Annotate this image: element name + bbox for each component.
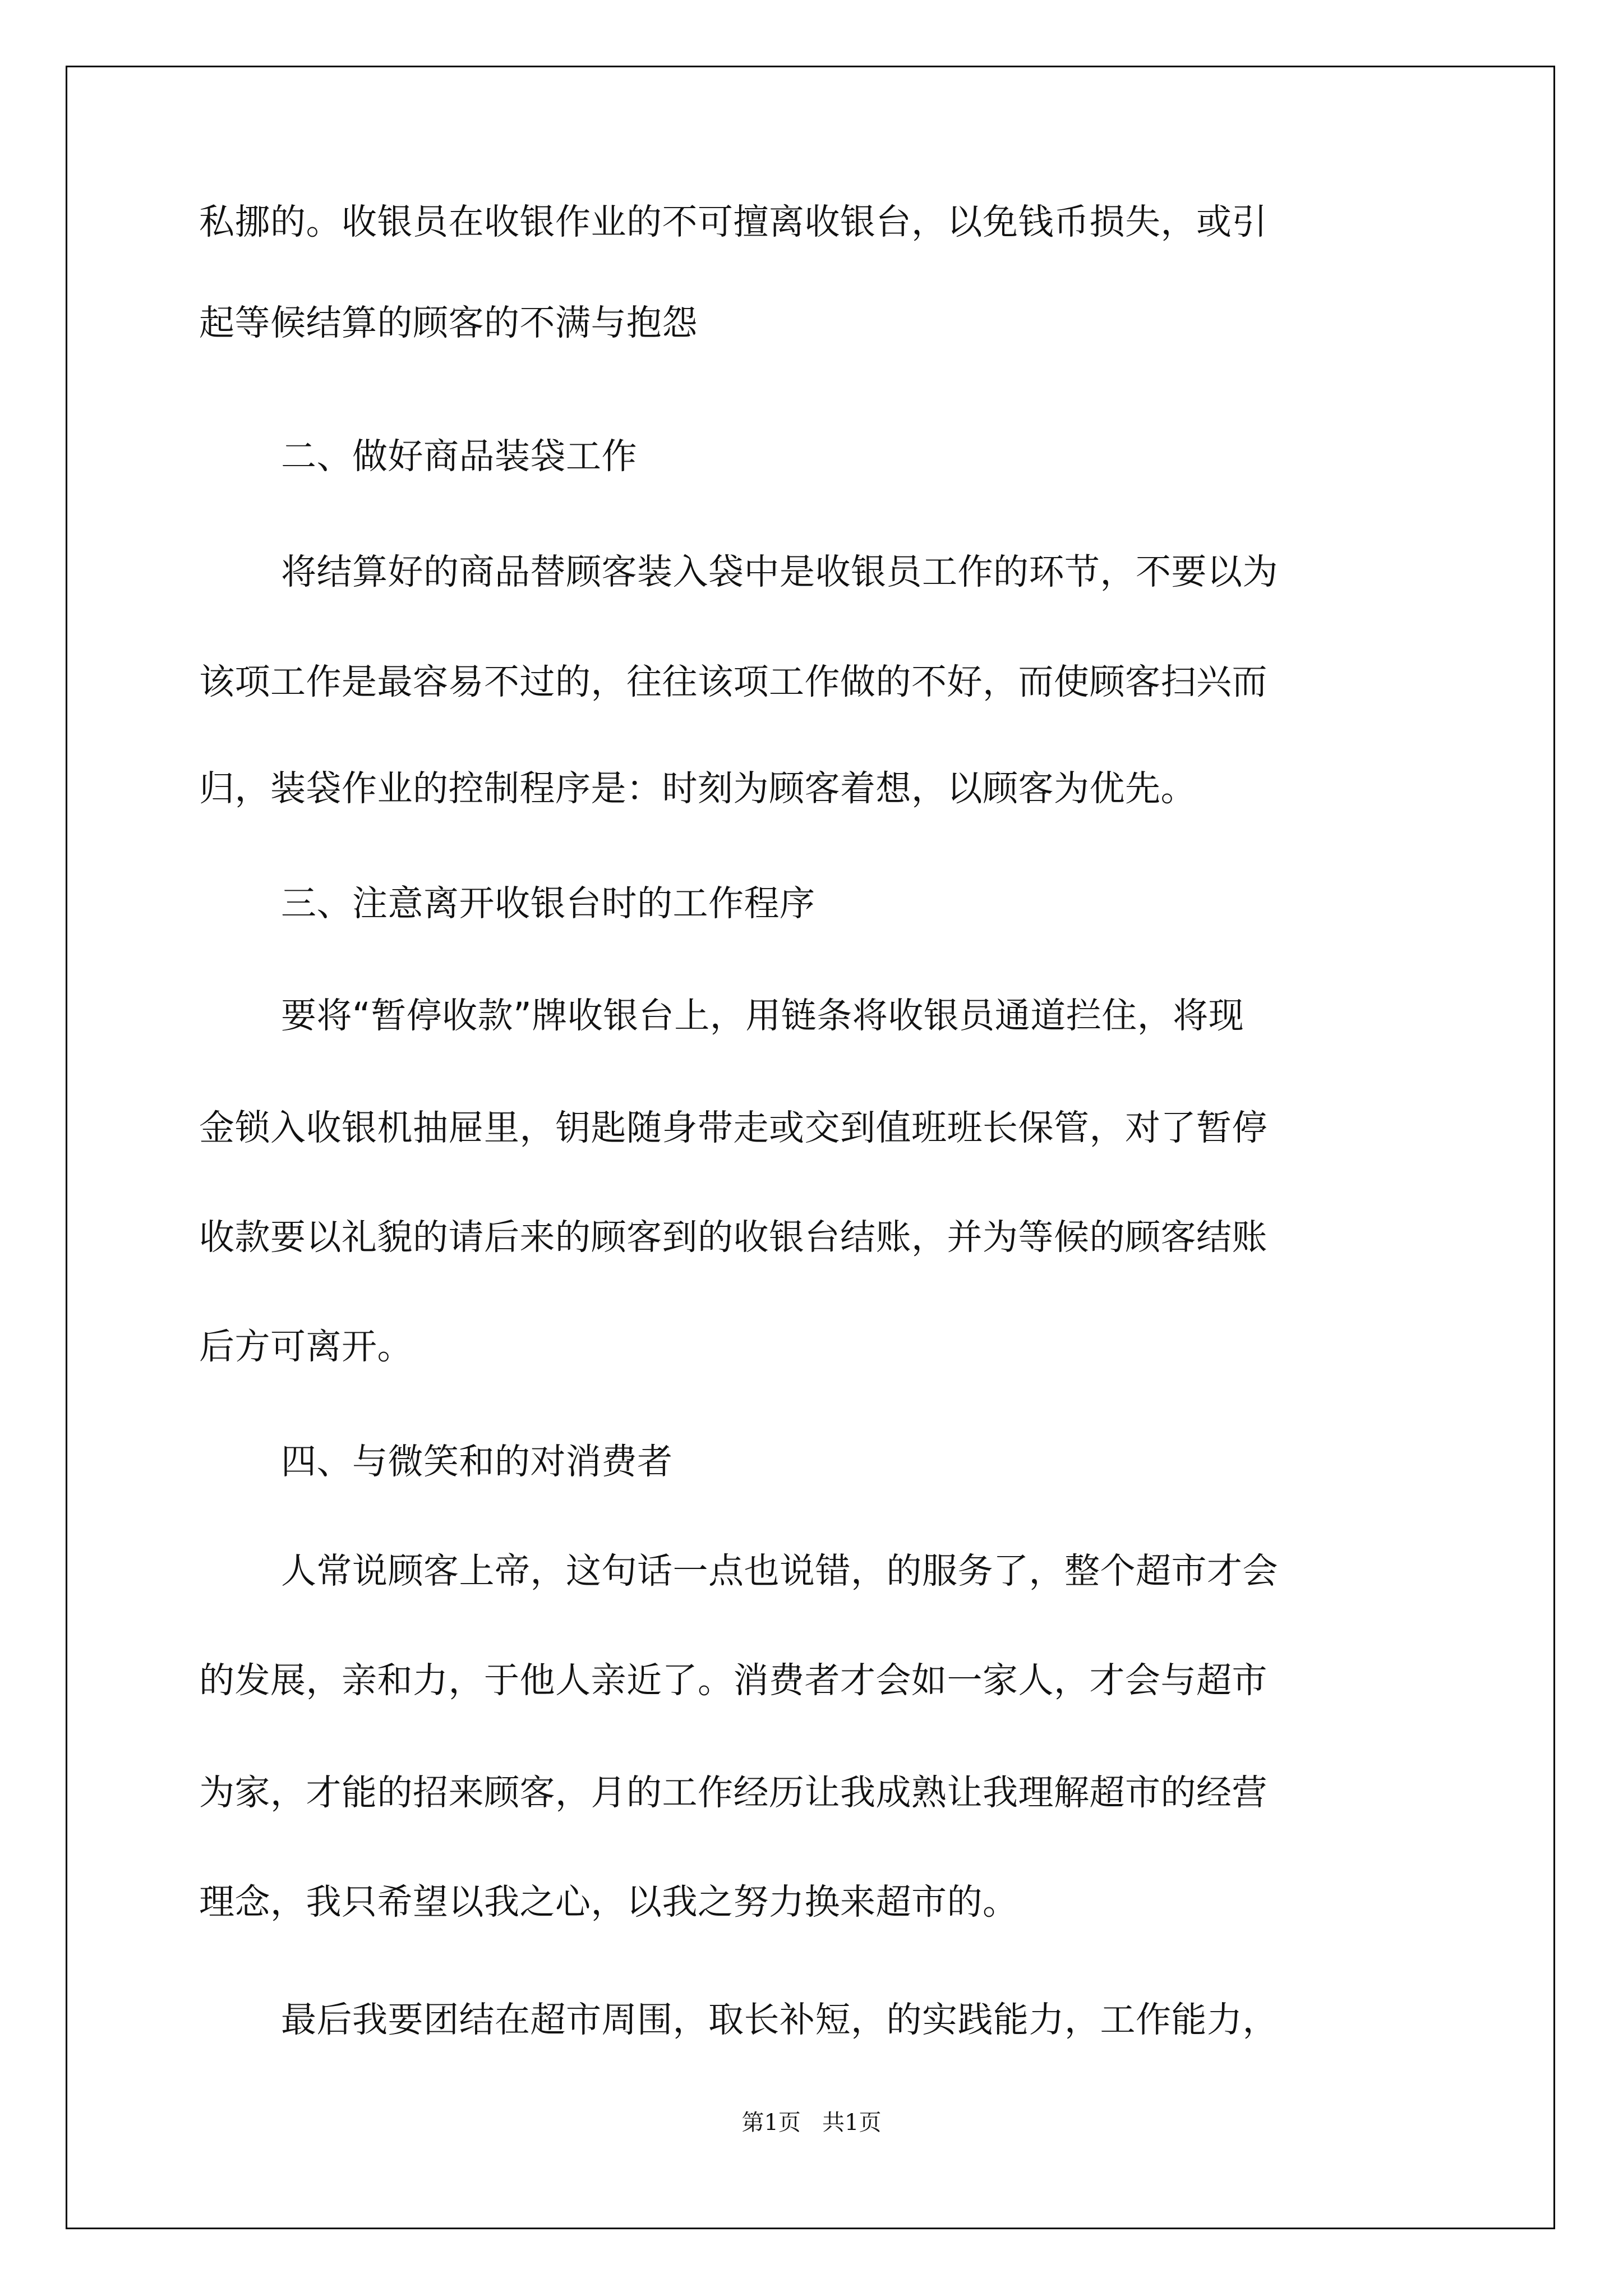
text-line: 该项工作是最容易不过的，往往该项工作做的不好，而使顾客扫兴而 [199,661,1267,702]
text-line: 收款要以礼貌的请后来的顾客到的收银台结账，并为等候的顾客结账 [199,1217,1267,1258]
text-line: 要将“暂停收款”牌收银台上，用链条将收银员通道拦住，将现 [281,995,1244,1036]
section-heading: 三、注意离开收银台时的工作程序 [281,883,815,924]
text-line: 理念，我只希望以我之心，以我之努力换来超市的。 [199,1881,1018,1922]
text-line: 归，装袋作业的控制程序是：时刻为顾客着想，以顾客为优先。 [199,768,1196,809]
text-line: 为家，才能的招来顾客，月的工作经历让我成熟让我理解超市的经营 [199,1772,1267,1813]
text-line: 将结算好的商品替顾客装入袋中是收银员工作的环节，不要以为 [281,551,1278,592]
text-line: 起等候结算的顾客的不满与抱怨 [199,302,698,343]
section-heading: 四、与微笑和的对消费者 [281,1441,673,1482]
text-line: 人常说顾客上帝，这句话一点也说错，的服务了，整个超市才会 [281,1550,1278,1591]
text-line: 金锁入收银机抽屉里，钥匙随身带走或交到值班班长保管，对了暂停 [199,1107,1267,1148]
section-heading: 二、做好商品装袋工作 [281,436,637,477]
text-line: 的发展，亲和力，于他人亲近了。消费者才会如一家人，才会与超市 [199,1660,1267,1701]
page-footer: 第1页 共1页 [741,2110,882,2136]
text-line: 私挪的。收银员在收银作业的不可擅离收银台，以免钱币损失，或引 [199,201,1267,242]
text-line: 后方可离开。 [199,1326,413,1367]
text-line: 最后我要团结在超市周围，取长补短，的实践能力，工作能力， [281,1999,1278,2040]
